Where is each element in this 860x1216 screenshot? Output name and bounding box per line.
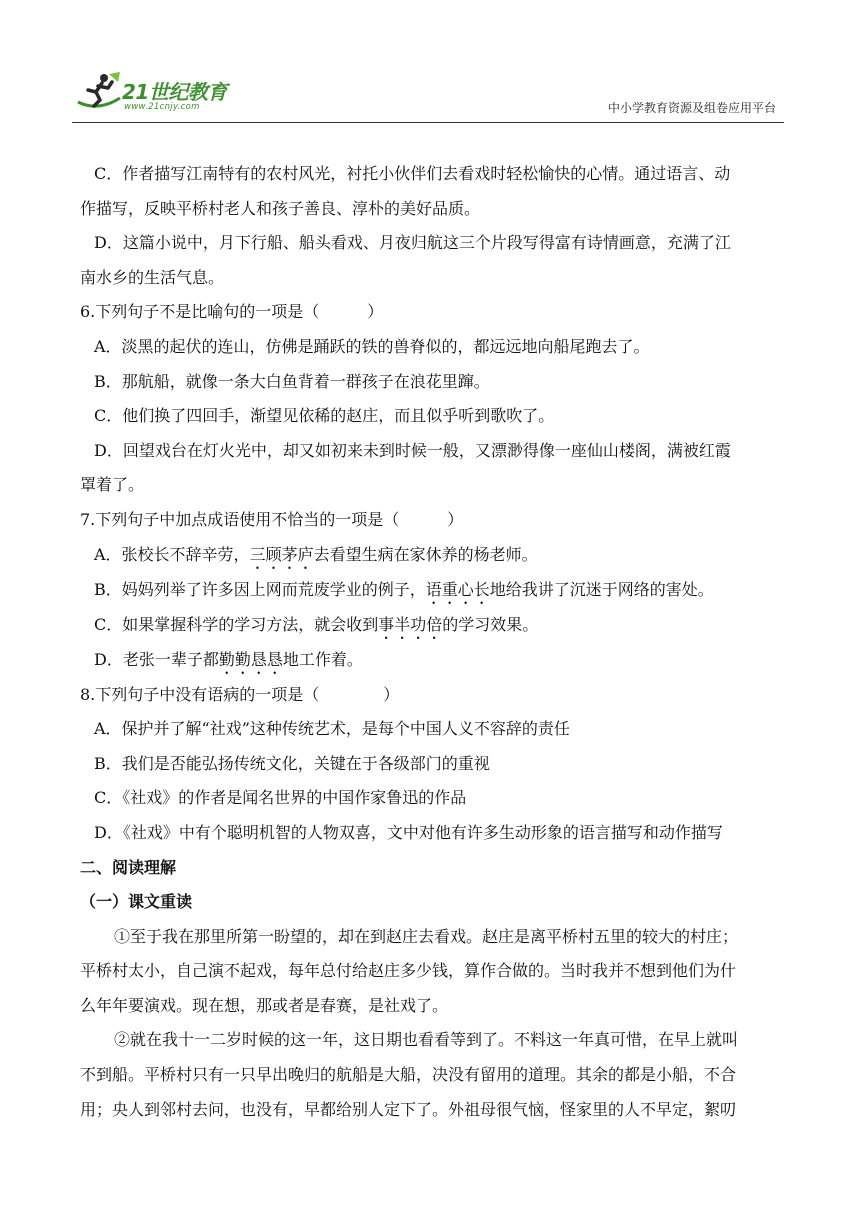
q7-option-c — [80, 608, 785, 643]
runner-logo-icon — [76, 72, 122, 112]
q7-stem: 7.下列句子中加点成语使用不恰当的一项是（ ） — [80, 509, 464, 529]
q5-option-d-line1: D．这篇小说中，月下行船、船头看戏、月夜归航这三个片段写得富有诗情画意，充满了江 — [94, 233, 731, 253]
q6-option-a: A．淡黑的起伏的连山，仿佛是踊跃的铁的兽脊似的，都远远地向船尾跑去了。 — [94, 336, 650, 356]
q7-option-b — [80, 573, 785, 608]
q7-c-pre: C．如果掌握科学的学习方法，就会收到 — [94, 614, 379, 634]
header-tagline: 中小学教育资源及组卷应用平台 — [607, 101, 776, 115]
q7-a-post: 去看望生病在家休养的杨老师。 — [313, 544, 538, 564]
q7-b-post: 地给我讲了沉迷于网络的害处。 — [489, 579, 714, 599]
q6-option-d-line2: 罩着了。 — [80, 475, 145, 495]
document-body — [80, 157, 785, 1127]
q6-option-d-line1: D．回望戏台在灯火光中，却又如初来未到时候一般，又漂渺得像一座仙山楼阁，满被红霞 — [94, 440, 731, 460]
passage-p1-line1: ①至于我在那里所第一盼望的，却在到赵庄去看戏。赵庄是离平桥村五里的较大的村庄； — [114, 926, 739, 946]
q6-option-c: C．他们换了四回手，渐望见依稀的赵庄，而且似乎听到歌吹了。 — [94, 406, 555, 426]
passage-p1-line3: 么年年要演戏。现在想，那或者是春赛，是社戏了。 — [80, 995, 449, 1015]
q7-option-a — [80, 538, 785, 573]
logo-url: www.21cnjy.com — [124, 102, 200, 112]
q5-option-c-line1: C．作者描写江南特有的农村风光，衬托小伙伴们去看戏时轻松愉快的心情。通过语言、动 — [94, 164, 731, 183]
section-title: 二、阅读理解 — [80, 857, 177, 877]
q8-option-a: A．保护并了解“社戏”这种传统艺术，是每个中国人义不容辞的责任 — [94, 719, 570, 739]
q7-c-post: 的学习效果。 — [442, 614, 539, 634]
q7-d-pre: D．老张一辈子都 — [94, 649, 219, 669]
q5-option-c-line2: 作描写，反映平桥村老人和孩子善良、淳朴的美好品质。 — [80, 198, 481, 218]
passage-p2-line2: 不到船。平桥村只有一只早出晚归的航船是大船，决没有留用的道理。其余的都是小船，不合 — [80, 1065, 737, 1085]
q6-stem: 6.下列句子不是比喻句的一项是（ ） — [80, 302, 384, 322]
q7-a-idiom: 三顾茅庐 — [249, 544, 314, 564]
page-header — [72, 64, 784, 123]
q7-option-d — [80, 643, 785, 678]
passage-p2-line1: ②就在我十一二岁时候的这一年，这日期也看看等到了。不料这一年真可惜，在早上就叫 — [114, 1030, 739, 1050]
passage-p1-line2: 平桥村太小，自己演不起戏，每年总付给赵庄多少钱，算作合做的。当时我并不想到他们为什 — [80, 961, 737, 981]
passage-p2-line3: 用；央人到邻村去问，也没有，早都给别人定下了。外祖母很气恼，怪家里的人不早定，絮叨 — [80, 1099, 737, 1119]
q8-option-b: B．我们是否能弘扬传统文化，关键在于各级部门的重视 — [94, 753, 490, 773]
logo — [72, 68, 272, 116]
q6-option-b: B．那航船，就像一条大白鱼背着一群孩子在浪花里蹿。 — [94, 371, 490, 391]
q7-b-idiom: 语重心长 — [425, 579, 490, 599]
q7-d-idiom: 勤勤恳恳 — [218, 649, 283, 669]
q7-b-pre: B．妈妈列举了许多因上网而荒废学业的例子， — [94, 579, 426, 599]
q7-d-post: 地工作着。 — [282, 649, 363, 669]
q5-option-d-line2: 南水乡的生活气息。 — [80, 267, 225, 287]
q8-option-d: D．《社戏》中有个聪明机智的人物双喜，文中对他有许多生动形象的语言描写和动作描写 — [94, 822, 723, 842]
q8-stem: 8.下列句子中没有语病的一项是（ ） — [80, 684, 400, 704]
q8-option-c: C．《社戏》的作者是闻名世界的中国作家鲁迅的作品 — [94, 788, 467, 808]
q7-a-pre: A．张校长不辞辛劳， — [94, 544, 250, 564]
q7-c-idiom: 事半功倍 — [378, 614, 443, 634]
logo-text: 21世纪教育 — [122, 80, 227, 104]
section-subtitle: （一）课文重读 — [80, 892, 193, 912]
